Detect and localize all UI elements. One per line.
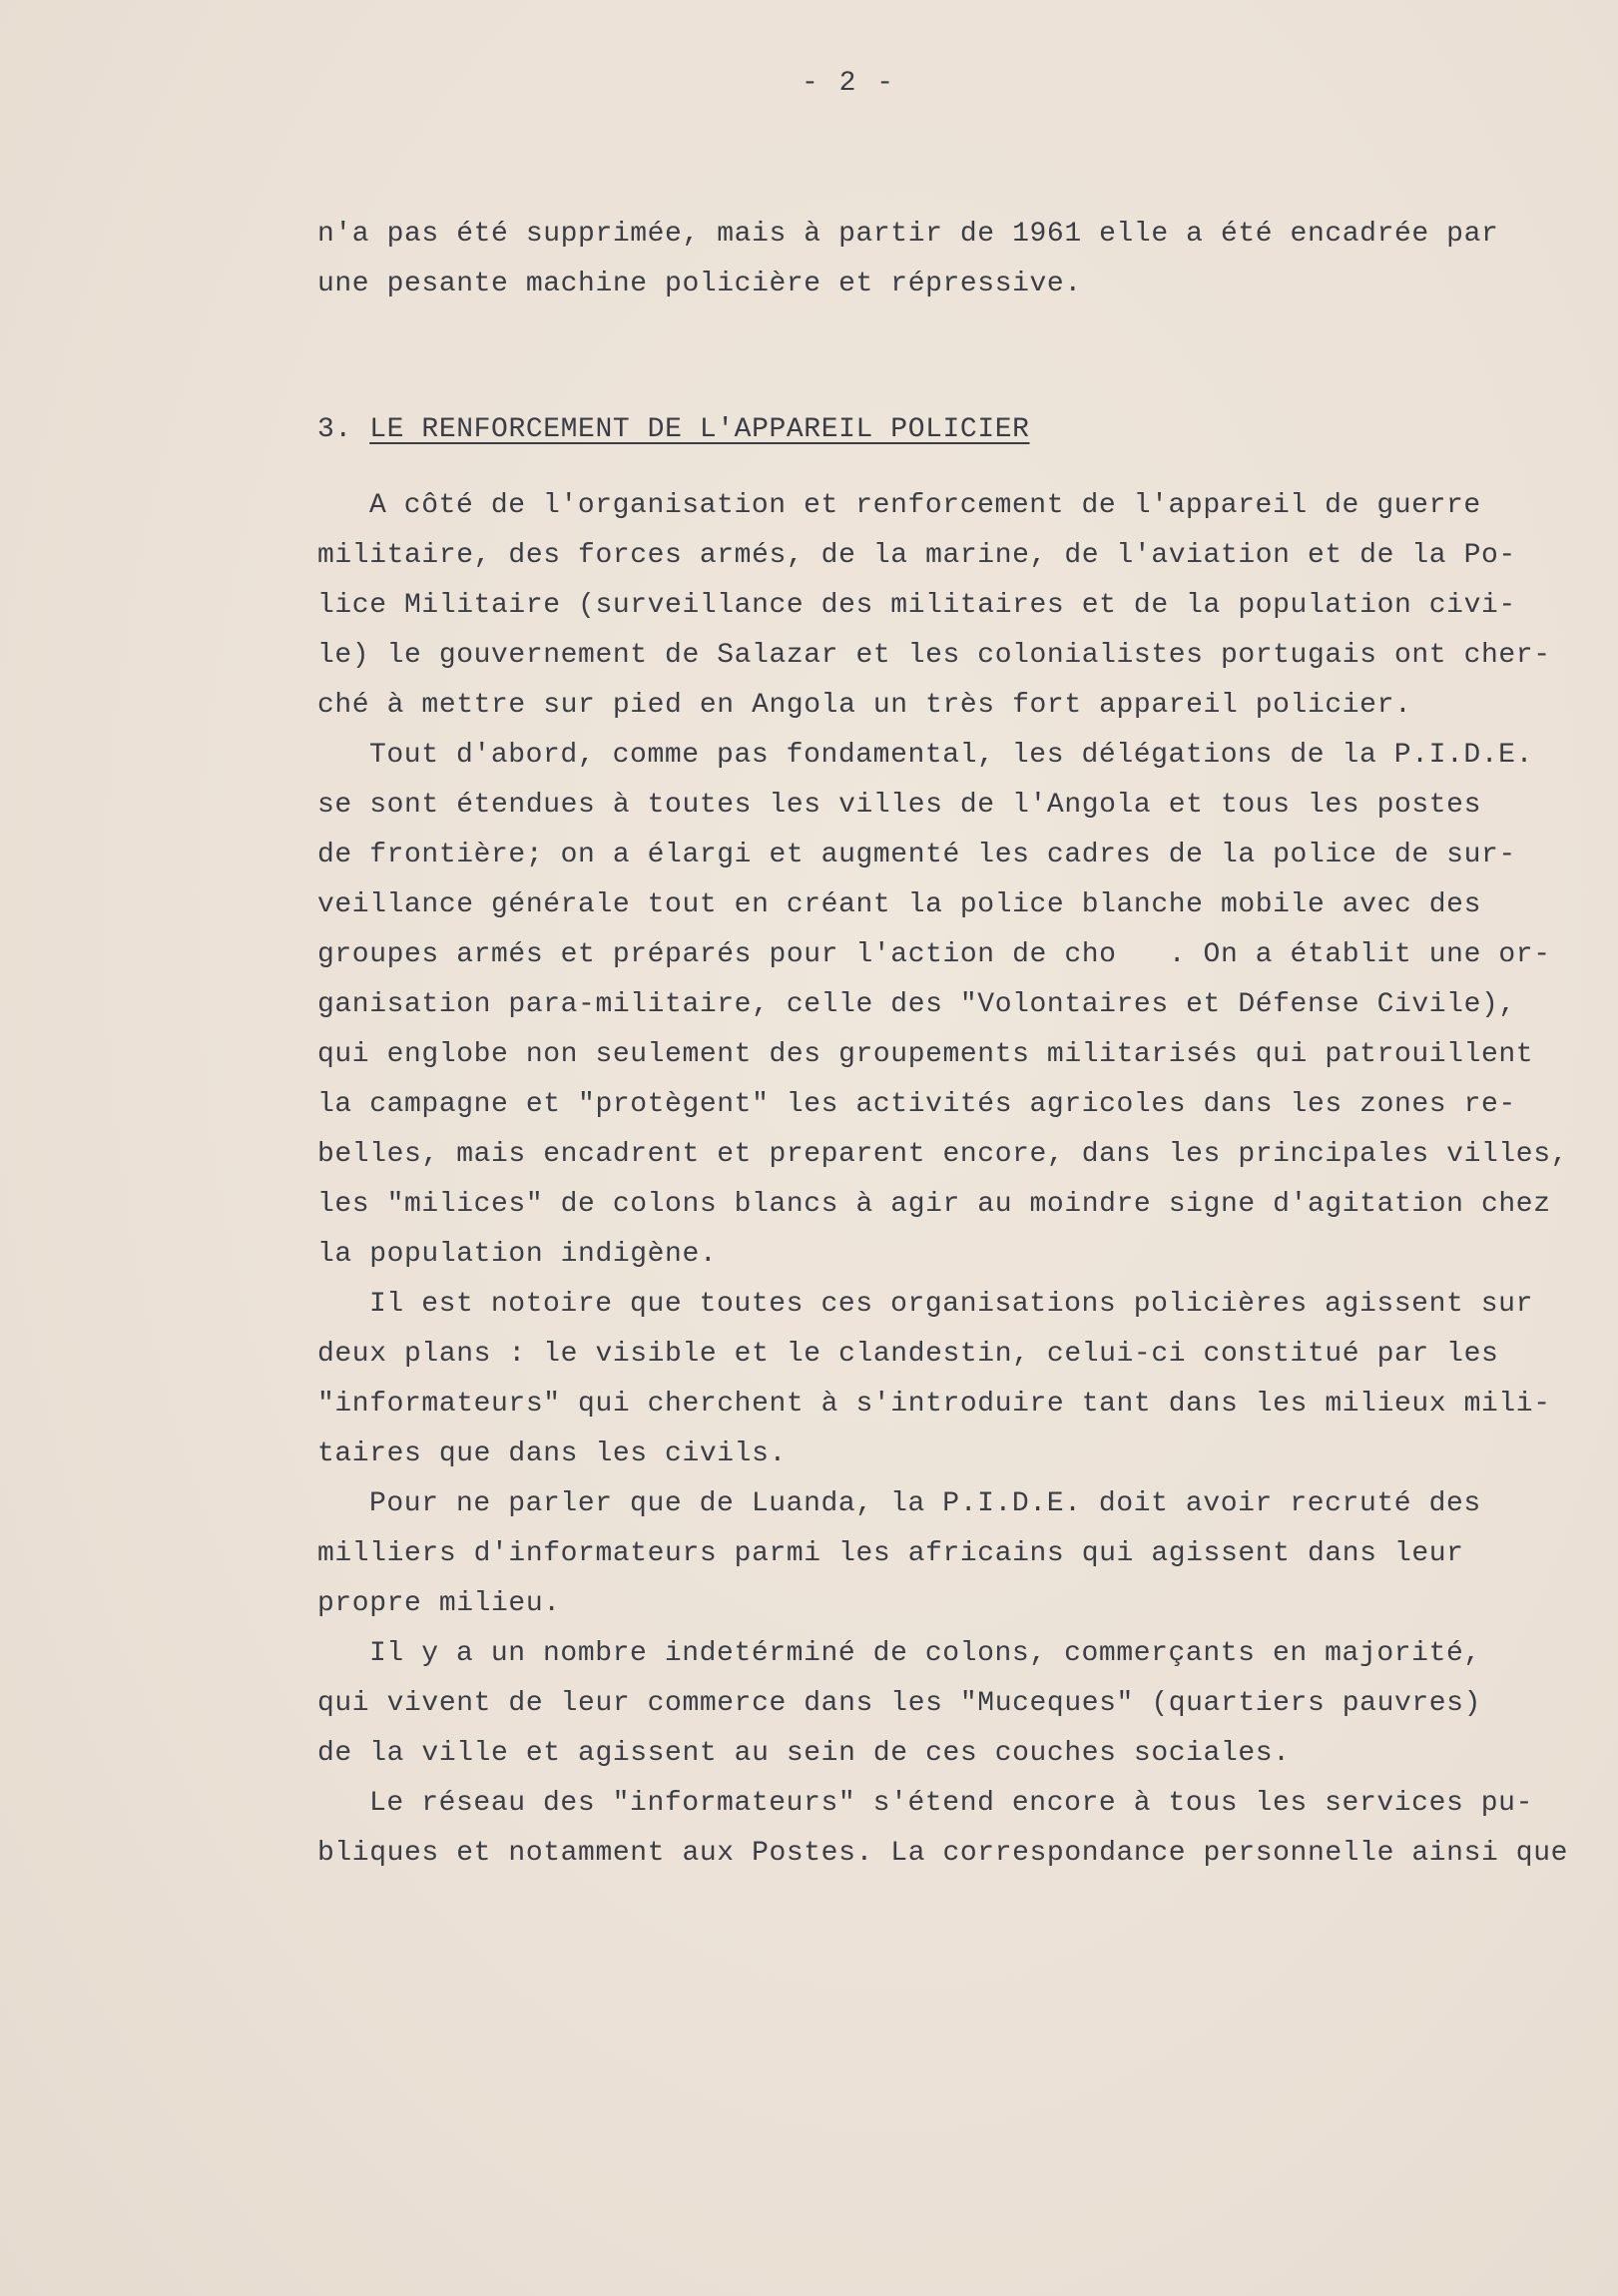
section-title: LE RENFORCEMENT DE L'APPAREIL POLICIER — [369, 414, 1030, 445]
paragraph — [317, 1779, 1568, 1879]
paragraph — [317, 481, 1551, 731]
paragraph — [317, 1280, 1551, 1479]
paragraph — [317, 1479, 1515, 1629]
text-line: Il est notoire que toutes ces organisations policières agissent sur — [369, 1289, 1533, 1320]
text-line: Il y a un nombre indetérminé de colons, commerçants en majorité, — [369, 1638, 1481, 1669]
text-line: veillance générale tout en créant la police blanche mobile avec des — [317, 889, 1481, 920]
section-heading — [317, 405, 1515, 455]
section-number: 3. — [317, 414, 352, 445]
text-line: propre milieu. — [317, 1588, 561, 1619]
paragraph — [317, 731, 1568, 1280]
text-line: une pesante machine policière et répressive. — [317, 269, 1082, 299]
text-line: Tout d'abord, comme pas fondamental, les délégations de la P.I.D.E. — [369, 740, 1533, 771]
paragraph — [317, 1629, 1515, 1779]
opening-paragraph — [317, 210, 1515, 309]
text-line: belles, mais encadrent et preparent encore, dans les principales villes, — [317, 1139, 1568, 1170]
text-line: qui vivent de leur commerce dans les "Muceques" (quartiers pauvres) — [317, 1688, 1481, 1719]
text-line: de la ville et agissent au sein de ces couches sociales. — [317, 1738, 1291, 1769]
text-line: deux plans : le visible et le clandestin, celui-ci constitué par les — [317, 1339, 1499, 1370]
text-line: Pour ne parler que de Luanda, la P.I.D.E. doit avoir recruté des — [369, 1488, 1481, 1519]
text-line: lice Militaire (surveillance des militaires et de la population civi- — [317, 590, 1516, 621]
text-line: la population indigène. — [317, 1239, 718, 1270]
text-line: militaire, des forces armés, de la marine, de l'aviation et de la Po- — [317, 540, 1516, 571]
text-line: la campagne et "protègent" les activités agricoles dans les zones re- — [317, 1089, 1516, 1120]
text-line: A côté de l'organisation et renforcement de l'appareil de guerre — [369, 490, 1481, 521]
document-body — [317, 210, 1568, 1879]
text-line: qui englobe non seulement des groupements militarisés qui patrouillent — [317, 1039, 1534, 1070]
text-line: taires que dans les civils. — [317, 1438, 787, 1469]
text-line: bliques et notamment aux Postes. La correspondance personnelle ainsi que — [317, 1838, 1568, 1869]
text-line: ché à mettre sur pied en Angola un très fort appareil policier. — [317, 690, 1412, 721]
text-line: "informateurs" qui cherchent à s'introduire tant dans les milieux mili- — [317, 1389, 1551, 1420]
text-line: le) le gouvernement de Salazar et les colonialistes portugais ont cher- — [317, 640, 1551, 671]
text-line: milliers d'informateurs parmi les africains qui agissent dans leur — [317, 1538, 1464, 1569]
page-number: - 2 - — [801, 68, 895, 99]
text-line: se sont étendues à toutes les villes de l'Angola et tous les postes — [317, 790, 1481, 821]
text-line: Le réseau des "informateurs" s'étend encore à tous les services pu- — [369, 1788, 1533, 1819]
text-line: n'a pas été supprimée, mais à partir de 1961 elle a été encadrée par — [317, 219, 1499, 250]
text-line: groupes armés et préparés pour l'action de cho . On a établit une or- — [317, 939, 1551, 970]
text-line: ganisation para-militaire, celle des "Volontaires et Défense Civile), — [317, 989, 1516, 1020]
text-line: de frontière; on a élargi et augmenté les cadres de la police de sur- — [317, 840, 1516, 870]
text-line: les "milices" de colons blancs à agir au moindre signe d'agitation chez — [317, 1189, 1551, 1220]
